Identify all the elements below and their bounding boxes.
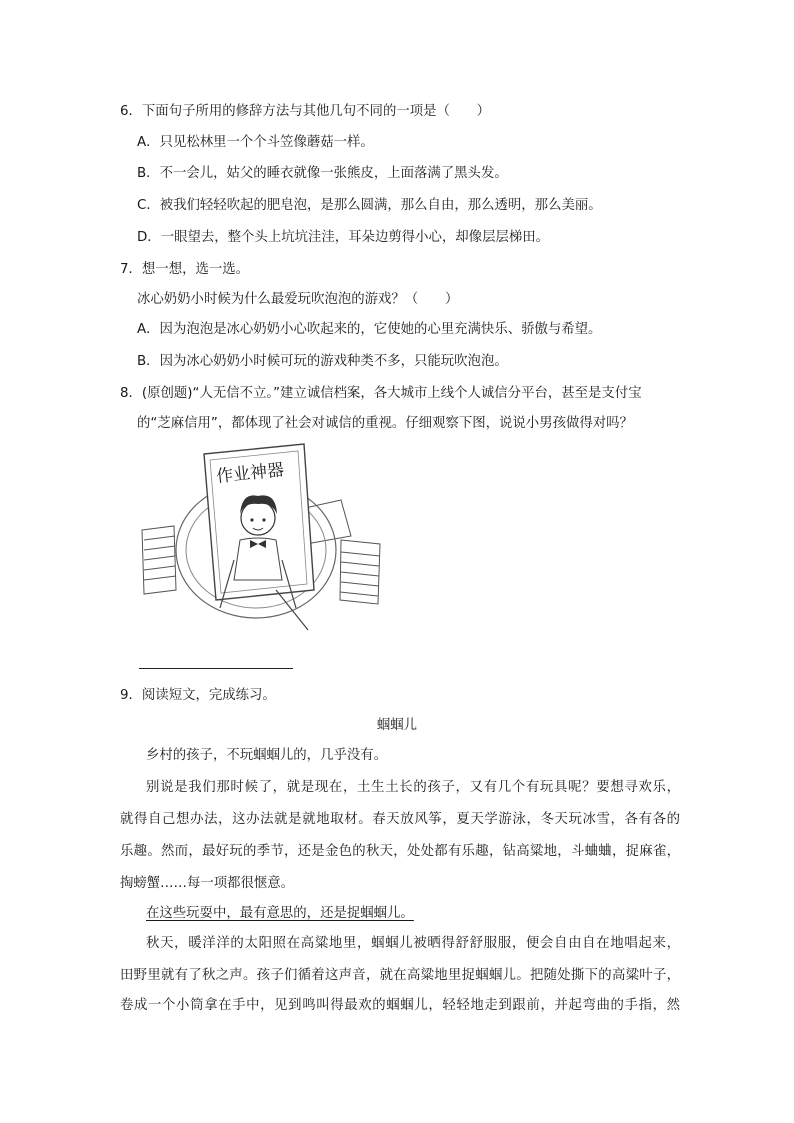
q6-option-d: D．一眼望去，整个头上坑坑洼洼，耳朵边剪得小心，却像层层梯田。 bbox=[137, 230, 550, 245]
q7-option-a: A．因为泡泡是冰心奶奶小心吹起来的，它使她的心里充满快乐、骄傲与希望。 bbox=[137, 322, 602, 337]
q9-stem: 9．阅读短文，完成练习。 bbox=[120, 688, 276, 703]
q7-stem: 7．想一想，选一选。 bbox=[120, 262, 250, 277]
passage-title: 蝈蝈儿 bbox=[376, 718, 418, 733]
q8-stem-line1: 8．(原创题)“人无信不立。”建立诚信档案，各大城市上线个人诚信分平台，甚至是支付宝 bbox=[120, 386, 642, 401]
boy-with-homework-tool-illustration bbox=[136, 440, 386, 635]
figure-book-title: 作业神器 bbox=[215, 460, 285, 488]
passage-p4-line2: 田野里就有了秋之声。孩子们循着这声音，就在高粱地里捉蝈蝈儿。把随处撕下的高粱叶子， bbox=[120, 968, 680, 983]
passage-p3-underlined: 在这些玩耍中，最有意思的，还是捉蝈蝈儿。 bbox=[146, 906, 414, 921]
passage-p1: 乡村的孩子，不玩蝈蝈儿的，几乎没有。 bbox=[146, 748, 388, 763]
passage-p4-line1: 秋天，暖洋洋的太阳照在高粱地里，蝈蝈儿被晒得舒舒服服，便会自由自在地唱起来， bbox=[146, 936, 680, 951]
passage-p2-line4: 掏螃蟹……每一项都很惬意。 bbox=[120, 876, 295, 891]
q8-answer-line bbox=[139, 668, 293, 669]
passage-p2-line1: 别说是我们那时候了，就是现在，土生土长的孩子，又有几个有玩具呢？要想寻欢乐， bbox=[146, 780, 680, 795]
passage-p2-line2: 就得自己想办法，这办法就是就地取材。春天放风筝，夏天学游泳，冬天玩冰雪，各有各的 bbox=[120, 812, 680, 827]
q7-question: 冰心奶奶小时候为什么最爱玩吹泡泡的游戏？（ ） bbox=[137, 292, 459, 307]
passage-p2-line3: 乐趣。然而，最好玩的季节，还是金色的秋天，处处都有乐趣，钻高粱地，斗蛐蛐，捉麻雀， bbox=[120, 844, 680, 859]
q6-option-b: B．不一会儿，姑父的睡衣就像一张熊皮，上面落满了黑头发。 bbox=[137, 166, 508, 181]
q6-option-c: C．被我们轻轻吹起的肥皂泡，是那么圆满，那么自由，那么透明，那么美丽。 bbox=[137, 198, 602, 213]
q6-stem: 6．下面句子所用的修辞方法与其他几句不同的一项是（ ） bbox=[120, 104, 491, 119]
q8-stem-line2: 的“芝麻信用”，都体现了社会对诚信的重视。仔细观察下图，说说小男孩做得对吗？ bbox=[137, 416, 633, 431]
q7-option-b: B．因为冰心奶奶小时候可玩的游戏种类不多，只能玩吹泡泡。 bbox=[137, 354, 508, 369]
q6-option-a: A．只见松林里一个个斗笠像蘑菇一样。 bbox=[137, 135, 374, 150]
passage-p4-line3: 卷成一个小筒拿在手中，见到鸣叫得最欢的蝈蝈儿，轻轻地走到跟前，并起弯曲的手指，然 bbox=[120, 998, 680, 1013]
